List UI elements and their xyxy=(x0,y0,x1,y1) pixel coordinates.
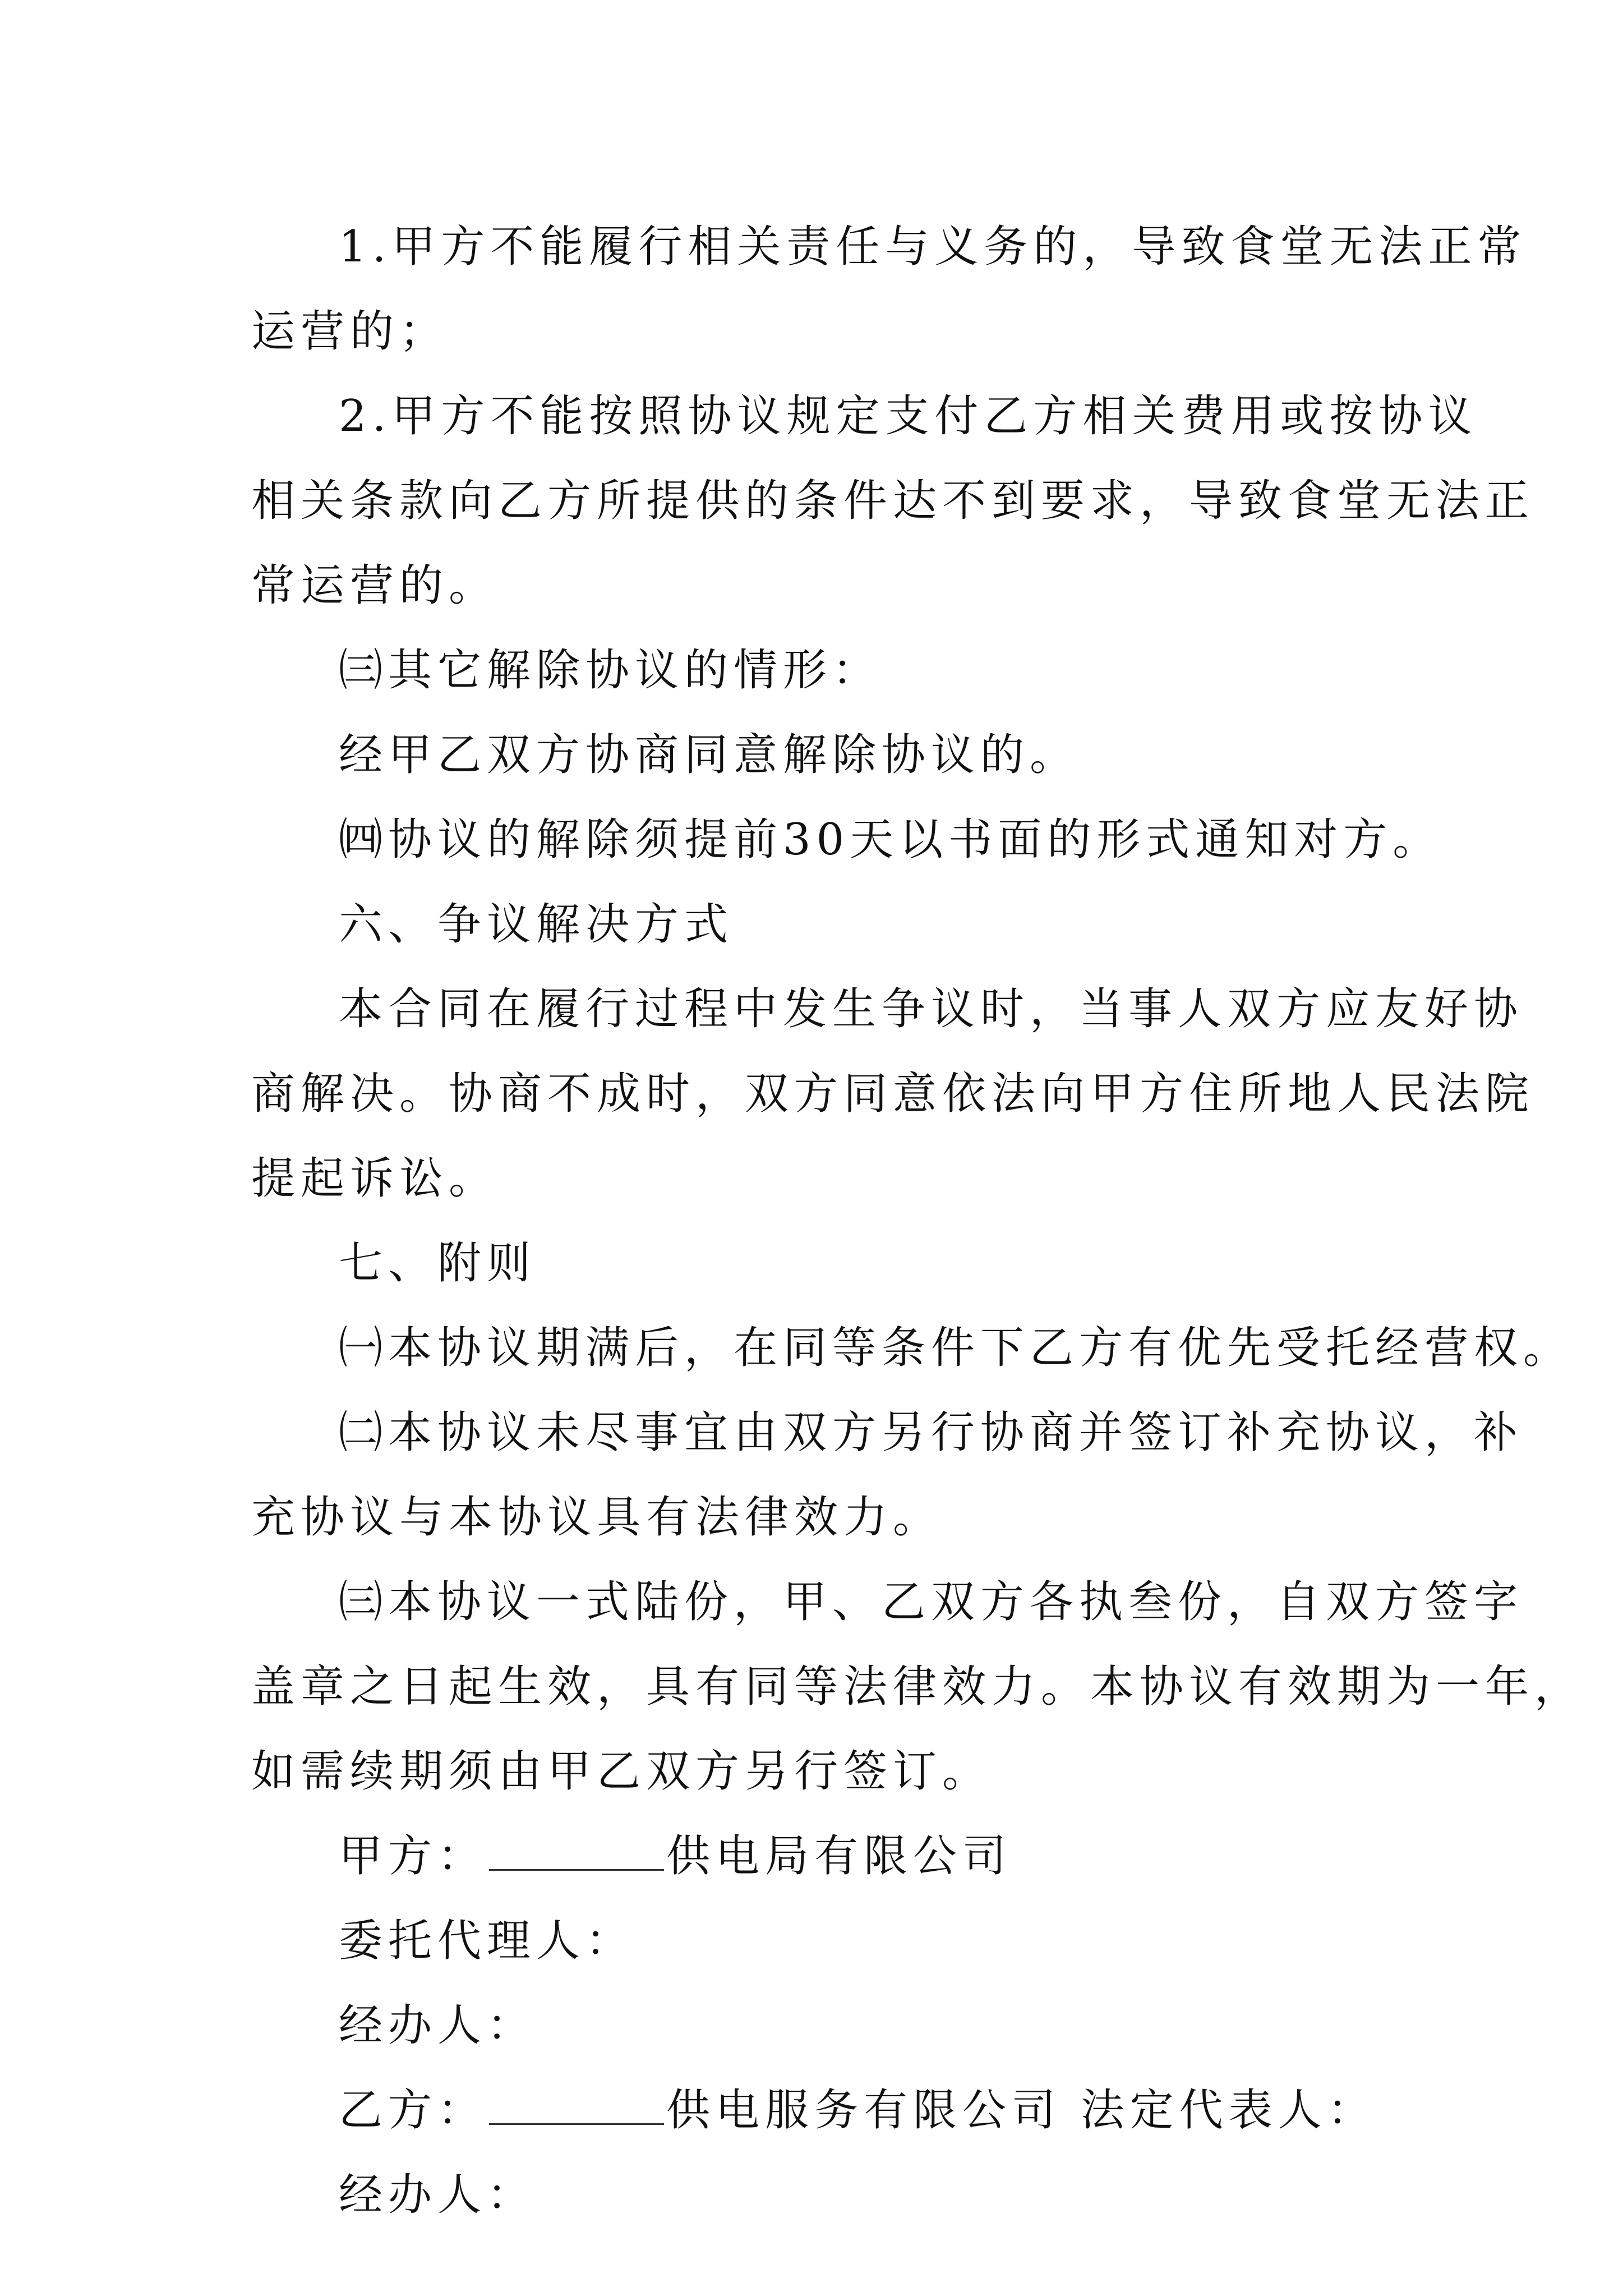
text-line: 充协议与本协议具有法律效力。 xyxy=(251,1492,943,1543)
text-line: 盖章之日起生效，具有同等法律效力。本协议有效期为一年， xyxy=(251,1662,1584,1712)
paragraph xyxy=(251,374,1535,628)
paragraph xyxy=(251,1306,1573,1391)
paragraph xyxy=(251,967,1535,1221)
text-line: ㈢其它解除协议的情形： xyxy=(339,645,882,696)
paragraph xyxy=(251,205,1527,374)
text-line: ㈠本协议期满后，在同等条件下乙方有优先受托经营权。 xyxy=(339,1323,1573,1373)
signature-block xyxy=(251,1814,1395,2238)
party-a-label: 甲方： xyxy=(339,1831,487,1881)
text-line: 常运营的。 xyxy=(251,560,499,611)
blank-underline xyxy=(489,1830,664,1871)
party-a-line xyxy=(251,1814,1395,1899)
text-line: 本合同在履行过程中发生争议时，当事人双方应友好协 xyxy=(339,984,1524,1034)
text-line: ㈡本协议未尽事宜由双方另行协商并签订补充协议，补 xyxy=(339,1407,1524,1458)
text-line: 商解决。协商不成时，双方同意依法向甲方住所地人民法院 xyxy=(251,1069,1535,1119)
party-a-company: 供电局有限公司 xyxy=(666,1831,1012,1881)
blank-underline xyxy=(489,2084,664,2125)
text-line: 相关条款向乙方所提供的条件达不到要求，导致食堂无法正 xyxy=(251,476,1535,526)
party-a-agent: 委托代理人： xyxy=(339,1916,635,1966)
paragraph xyxy=(251,1391,1524,1560)
paragraph xyxy=(251,713,1395,798)
party-b-company: 供电服务有限公司 法定代表人： xyxy=(666,2085,1377,2136)
text-line: 经甲乙双方协商同意解除协议的。 xyxy=(339,730,1080,780)
paragraph xyxy=(251,1560,1584,1814)
document-body xyxy=(251,205,1584,2238)
text-line: 运营的； xyxy=(251,306,449,357)
text-line: 1.甲方不能履行相关责任与义务的，导致食堂无法正常 xyxy=(339,222,1527,272)
section-heading xyxy=(251,882,1395,967)
text-line: 提起诉讼。 xyxy=(251,1153,499,1204)
text-line: ㈢本协议一式陆份，甲、乙双方各执叁份，自双方签字 xyxy=(339,1577,1524,1627)
text-line: 六、争议解决方式 xyxy=(339,899,734,950)
paragraph xyxy=(251,628,1395,713)
section-heading xyxy=(251,1221,1395,1306)
text-line: 2.甲方不能按照协议规定支付乙方相关费用或按协议 xyxy=(339,391,1478,441)
paragraph xyxy=(251,798,1442,882)
party-b-handler: 经办人： xyxy=(339,2170,537,2220)
party-b-line xyxy=(251,2068,1395,2153)
text-line: ㈣协议的解除须提前30天以书面的形式通知对方。 xyxy=(339,815,1442,865)
text-line: 七、附则 xyxy=(339,1238,537,1289)
text-line: 如需续期须由甲乙双方另行签订。 xyxy=(251,1746,992,1797)
party-b-label: 乙方： xyxy=(339,2085,487,2136)
party-a-handler: 经办人： xyxy=(339,2000,537,2051)
